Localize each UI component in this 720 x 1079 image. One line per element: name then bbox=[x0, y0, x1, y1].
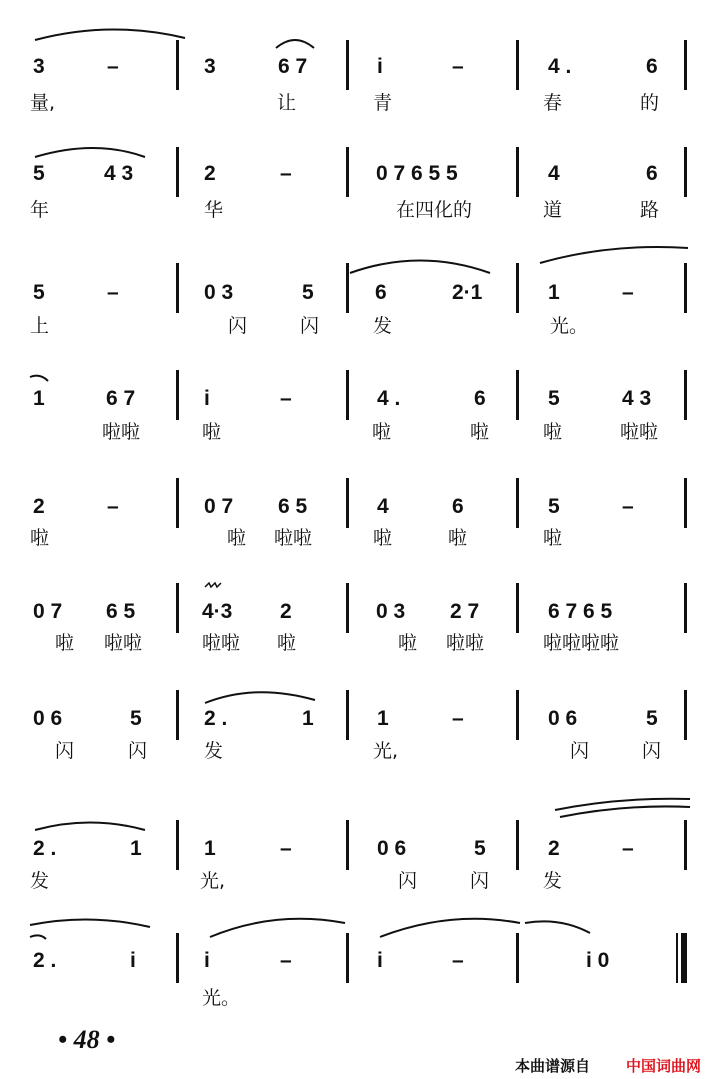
barline bbox=[684, 478, 687, 528]
staff-row-4 bbox=[0, 355, 720, 465]
lyric: 啦 bbox=[372, 421, 392, 443]
barline bbox=[176, 263, 179, 313]
note: 6 7 bbox=[106, 387, 136, 410]
lyric: 啦 bbox=[373, 527, 393, 549]
lyric: 让 bbox=[277, 92, 297, 114]
barline bbox=[684, 820, 687, 870]
note: 2 . bbox=[33, 949, 57, 972]
note: 2·1 bbox=[452, 281, 483, 304]
note: – bbox=[280, 949, 292, 972]
final-barline-thick bbox=[681, 933, 687, 983]
barline bbox=[516, 263, 519, 313]
note: 1 bbox=[302, 707, 314, 730]
note: 6 bbox=[452, 495, 464, 518]
lyric: 啦啦 bbox=[274, 527, 313, 549]
page-number-value: 48 bbox=[73, 1025, 100, 1054]
note: 0 6 bbox=[33, 707, 63, 730]
staff-row-6 bbox=[0, 575, 720, 685]
lyric: 啦 bbox=[30, 527, 50, 549]
lyric: 啦啦 bbox=[104, 632, 143, 654]
note: – bbox=[452, 55, 464, 78]
lyric: 啦 bbox=[202, 421, 222, 443]
note: 2 bbox=[280, 600, 292, 623]
note: 5 bbox=[33, 162, 45, 185]
staff-row-3 bbox=[0, 243, 720, 353]
note: 4 bbox=[548, 162, 560, 185]
lyric: 发 bbox=[204, 740, 224, 762]
note: 3 bbox=[204, 55, 216, 78]
barline bbox=[684, 147, 687, 197]
lyric: 发 bbox=[543, 870, 563, 892]
barline bbox=[346, 690, 349, 740]
note: – bbox=[622, 837, 634, 860]
note: 6 7 6 5 bbox=[548, 600, 613, 623]
lyric: 道 bbox=[543, 199, 563, 221]
barline bbox=[176, 40, 179, 90]
note: 2 bbox=[548, 837, 560, 860]
barline bbox=[516, 933, 519, 983]
note: 0 6 bbox=[548, 707, 578, 730]
note: i bbox=[377, 949, 383, 972]
note: 0 7 6 5 5 bbox=[376, 162, 458, 185]
lyric: 闪 bbox=[642, 740, 662, 762]
lyric: 光。 bbox=[550, 315, 589, 337]
staff-row-1 bbox=[0, 20, 720, 130]
note: 6 bbox=[474, 387, 486, 410]
note: 0 6 bbox=[377, 837, 407, 860]
barline bbox=[684, 583, 687, 633]
note: 5 bbox=[548, 387, 560, 410]
lyric: 闪 bbox=[300, 315, 320, 337]
note: 2 . bbox=[33, 837, 57, 860]
note: 0 7 bbox=[204, 495, 234, 518]
barline bbox=[516, 583, 519, 633]
note: 4 bbox=[377, 495, 389, 518]
note: 1 bbox=[548, 281, 560, 304]
note: 6 5 bbox=[106, 600, 136, 623]
lyric: 闪 bbox=[570, 740, 590, 762]
note: 0 3 bbox=[376, 600, 406, 623]
barline bbox=[346, 583, 349, 633]
lyric: 春 bbox=[543, 92, 563, 114]
barline bbox=[516, 147, 519, 197]
staff-row-7 bbox=[0, 685, 720, 795]
barline bbox=[684, 690, 687, 740]
note: 6 7 bbox=[278, 55, 308, 78]
lyric: 啦 bbox=[448, 527, 468, 549]
barline bbox=[516, 690, 519, 740]
slur-marks bbox=[0, 575, 720, 685]
note: 5 bbox=[548, 495, 560, 518]
note: 5 bbox=[474, 837, 486, 860]
staff-row-5 bbox=[0, 465, 720, 575]
barline bbox=[346, 370, 349, 420]
lyric: 啦啦 bbox=[202, 632, 241, 654]
note: – bbox=[622, 495, 634, 518]
site-name[interactable]: 中国词曲网 bbox=[626, 1057, 702, 1075]
barline bbox=[346, 263, 349, 313]
barline bbox=[176, 370, 179, 420]
lyric: 上 bbox=[30, 315, 50, 337]
note: 4 . bbox=[377, 387, 401, 410]
note: 4·3 bbox=[202, 600, 233, 623]
note: 1 bbox=[204, 837, 216, 860]
note: 1 bbox=[33, 387, 45, 410]
lyric: 年 bbox=[30, 199, 50, 221]
note: i bbox=[130, 949, 136, 972]
barline bbox=[346, 478, 349, 528]
note: 1 bbox=[130, 837, 142, 860]
lyric: 啦啦 bbox=[620, 421, 659, 443]
note: 3 bbox=[33, 55, 45, 78]
lyric: 发 bbox=[30, 870, 50, 892]
lyric: 量, bbox=[30, 92, 56, 114]
barline bbox=[346, 820, 349, 870]
barline bbox=[346, 40, 349, 90]
lyric: 啦啦啦啦 bbox=[543, 632, 620, 654]
note: 4 3 bbox=[622, 387, 652, 410]
source-label: 本曲谱源自 bbox=[515, 1057, 591, 1075]
final-barline-thin bbox=[676, 933, 678, 983]
note: 4 . bbox=[548, 55, 572, 78]
lyric: 闪 bbox=[398, 870, 418, 892]
lyric: 啦 bbox=[277, 632, 297, 654]
note: 5 bbox=[646, 707, 658, 730]
note: 0 3 bbox=[204, 281, 234, 304]
barline bbox=[516, 370, 519, 420]
note: – bbox=[107, 281, 119, 304]
note: – bbox=[452, 707, 464, 730]
lyric: 啦啦 bbox=[102, 421, 141, 443]
lyric: 光, bbox=[200, 870, 226, 892]
staff-row-2 bbox=[0, 127, 720, 237]
barline bbox=[516, 478, 519, 528]
barline bbox=[516, 820, 519, 870]
lyric: 在四化的 bbox=[396, 199, 473, 221]
barline bbox=[684, 370, 687, 420]
barline bbox=[176, 820, 179, 870]
lyric: 啦啦 bbox=[446, 632, 485, 654]
lyric: 华 bbox=[204, 199, 224, 221]
note: 6 5 bbox=[278, 495, 308, 518]
lyric: 啦 bbox=[470, 421, 490, 443]
note: 2 . bbox=[204, 707, 228, 730]
note: 4 3 bbox=[104, 162, 134, 185]
lyric: 闪 bbox=[470, 870, 490, 892]
note: i bbox=[204, 387, 210, 410]
lyric: 光。 bbox=[202, 987, 241, 1009]
slur-marks bbox=[0, 795, 720, 905]
lyric: 啦 bbox=[227, 527, 247, 549]
note: – bbox=[622, 281, 634, 304]
lyric: 的 bbox=[640, 92, 660, 114]
note: i bbox=[377, 55, 383, 78]
note: i 0 bbox=[586, 949, 610, 972]
barline bbox=[176, 478, 179, 528]
lyric: 啦 bbox=[398, 632, 418, 654]
note: 2 bbox=[33, 495, 45, 518]
note: 5 bbox=[33, 281, 45, 304]
lyric: 啦 bbox=[543, 527, 563, 549]
barline bbox=[684, 40, 687, 90]
note: – bbox=[280, 837, 292, 860]
staff-row-8 bbox=[0, 795, 720, 905]
barline bbox=[176, 690, 179, 740]
barline bbox=[176, 147, 179, 197]
barline bbox=[346, 933, 349, 983]
lyric: 闪 bbox=[55, 740, 75, 762]
note: 2 bbox=[204, 162, 216, 185]
lyric: 啦 bbox=[55, 632, 75, 654]
barline bbox=[684, 263, 687, 313]
lyric: 发 bbox=[373, 315, 393, 337]
note: 0 7 bbox=[33, 600, 63, 623]
barline bbox=[346, 147, 349, 197]
barline bbox=[516, 40, 519, 90]
note: – bbox=[107, 55, 119, 78]
note: – bbox=[107, 495, 119, 518]
note: 6 bbox=[375, 281, 387, 304]
note: – bbox=[280, 387, 292, 410]
note: – bbox=[452, 949, 464, 972]
note: 2 7 bbox=[450, 600, 480, 623]
slur-marks bbox=[0, 905, 720, 1015]
barline bbox=[176, 933, 179, 983]
note: 1 bbox=[377, 707, 389, 730]
lyric: 光, bbox=[373, 740, 399, 762]
lyric: 啦 bbox=[543, 421, 563, 443]
note: 5 bbox=[130, 707, 142, 730]
lyric: 闪 bbox=[228, 315, 248, 337]
lyric: 路 bbox=[640, 199, 660, 221]
slur-marks bbox=[0, 685, 720, 795]
note: – bbox=[280, 162, 292, 185]
note: 6 bbox=[646, 55, 658, 78]
lyric: 青 bbox=[373, 92, 393, 114]
barline bbox=[176, 583, 179, 633]
note: 5 bbox=[302, 281, 314, 304]
page-number: • 48 • bbox=[58, 1025, 116, 1054]
lyric: 闪 bbox=[128, 740, 148, 762]
staff-row-9 bbox=[0, 905, 720, 1015]
note: i bbox=[204, 949, 210, 972]
note: 6 bbox=[646, 162, 658, 185]
